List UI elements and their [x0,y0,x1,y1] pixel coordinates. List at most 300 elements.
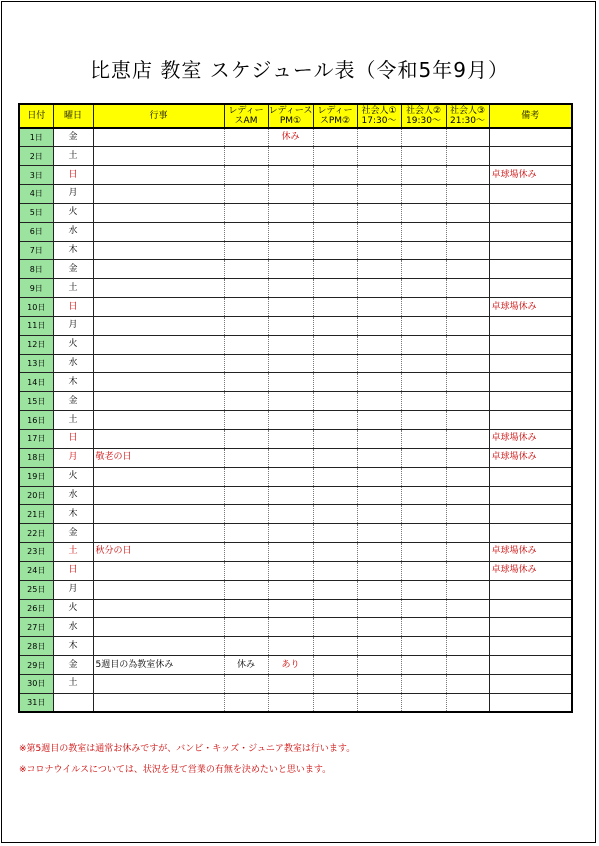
ladies-pm2-cell [313,222,357,241]
ladies-pm2-cell [313,693,357,712]
ladies-am-cell [224,147,268,166]
adult2-cell [401,561,446,580]
adult3-cell [446,203,489,222]
adult2-cell [401,448,446,467]
weekday-cell: 金 [53,656,93,675]
table-row [19,128,572,147]
remarks-cell: 卓球場休み [489,298,572,317]
remarks-cell [489,222,572,241]
day-cell: 4日 [19,185,53,204]
event-cell [93,316,224,335]
adult2-cell [401,279,446,298]
remarks-cell [489,693,572,712]
weekday-cell: 木 [53,373,93,392]
ladies-pm2-cell [313,430,357,449]
weekday-cell: 火 [53,335,93,354]
event-cell [93,147,224,166]
ladies-pm1-cell [268,241,313,260]
remarks-cell [489,185,572,204]
table-row [19,656,572,675]
remarks-cell: 卓球場休み [489,448,572,467]
table-row [19,637,572,656]
ladies-am-cell [224,561,268,580]
weekday-cell: 火 [53,467,93,486]
ladies-am-cell [224,618,268,637]
remarks-cell [489,411,572,430]
ladies-am-cell [224,448,268,467]
day-cell: 25日 [19,580,53,599]
event-cell [93,674,224,693]
ladies-pm2-cell [313,166,357,185]
ladies-am-cell [224,524,268,543]
remarks-cell [489,316,572,335]
ladies-am-cell [224,637,268,656]
adult1-cell [357,392,401,411]
adult2-cell [401,222,446,241]
event-cell [93,335,224,354]
weekday-cell: 水 [53,222,93,241]
event-cell [93,467,224,486]
day-cell: 15日 [19,392,53,411]
adult3-cell [446,279,489,298]
weekday-cell: 土 [53,411,93,430]
schedule-body [19,128,572,712]
table-row [19,693,572,712]
adult2-cell [401,411,446,430]
ladies-am-cell [224,185,268,204]
remarks-cell: 卓球場休み [489,430,572,449]
weekday-cell: 木 [53,241,93,260]
day-cell: 27日 [19,618,53,637]
table-row [19,599,572,618]
adult2-cell [401,203,446,222]
ladies-pm2-cell [313,241,357,260]
adult1-cell [357,524,401,543]
adult1-cell [357,203,401,222]
weekday-cell: 日 [53,430,93,449]
adult3-cell [446,618,489,637]
adult1-cell [357,543,401,562]
table-row [19,561,572,580]
day-cell: 17日 [19,430,53,449]
adult3-cell [446,524,489,543]
event-cell [93,185,224,204]
ladies-pm1-cell [268,430,313,449]
ladies-pm2-cell [313,467,357,486]
adult3-cell [446,580,489,599]
day-cell: 19日 [19,467,53,486]
ladies-pm1-cell [268,392,313,411]
table-row [19,486,572,505]
table-row [19,411,572,430]
ladies-pm2-cell [313,599,357,618]
table-row [19,392,572,411]
day-cell: 12日 [19,335,53,354]
event-cell [93,486,224,505]
remarks-cell: 卓球場休み [489,543,572,562]
adult1-cell [357,599,401,618]
adult3-cell [446,260,489,279]
day-cell: 9日 [19,279,53,298]
table-row [19,147,572,166]
ladies-am-cell [224,430,268,449]
ladies-pm1-cell [268,222,313,241]
ladies-am-cell [224,486,268,505]
header-day: 日付 [19,104,53,128]
ladies-pm1-cell [268,693,313,712]
event-cell [93,580,224,599]
adult3-cell [446,166,489,185]
ladies-pm1-cell [268,505,313,524]
remarks-cell [489,505,572,524]
event-cell [93,618,224,637]
adult2-cell [401,241,446,260]
header-weekday: 曜日 [53,104,93,128]
event-cell [93,203,224,222]
table-header-row [19,104,572,128]
event-cell [93,505,224,524]
adult1-cell [357,505,401,524]
ladies-am-cell [224,411,268,430]
ladies-am-cell [224,166,268,185]
ladies-am-cell [224,674,268,693]
day-cell: 6日 [19,222,53,241]
remarks-cell [489,656,572,675]
ladies-pm2-cell [313,580,357,599]
adult1-cell [357,637,401,656]
adult1-cell [357,656,401,675]
adult3-cell [446,674,489,693]
ladies-am-cell [224,693,268,712]
event-cell [93,279,224,298]
ladies-am-cell [224,580,268,599]
remarks-cell [489,392,572,411]
adult3-cell [446,656,489,675]
ladies-am-cell [224,543,268,562]
ladies-pm1-cell [268,467,313,486]
ladies-am-cell [224,260,268,279]
day-cell: 2日 [19,147,53,166]
adult3-cell [446,430,489,449]
remarks-cell [489,260,572,279]
ladies-pm1-cell [268,448,313,467]
remarks-cell [489,637,572,656]
weekday-cell: 月 [53,580,93,599]
table-row [19,524,572,543]
ladies-am-cell [224,354,268,373]
day-cell: 28日 [19,637,53,656]
ladies-pm1-cell [268,543,313,562]
adult2-cell [401,354,446,373]
adult1-cell [357,373,401,392]
table-row [19,467,572,486]
ladies-pm2-cell [313,505,357,524]
adult2-cell [401,505,446,524]
schedule-table [18,103,573,713]
ladies-pm1-cell [268,618,313,637]
weekday-cell: 土 [53,674,93,693]
event-cell [93,561,224,580]
ladies-pm1-cell [268,316,313,335]
day-cell: 10日 [19,298,53,317]
adult3-cell [446,128,489,147]
ladies-pm2-cell [313,203,357,222]
table-row [19,430,572,449]
ladies-pm2-cell [313,543,357,562]
adult1-cell [357,335,401,354]
weekday-cell: 火 [53,203,93,222]
adult1-cell [357,222,401,241]
ladies-pm2-cell [313,279,357,298]
ladies-pm1-cell [268,674,313,693]
ladies-pm1-cell [268,486,313,505]
ladies-pm2-cell [313,486,357,505]
day-cell: 24日 [19,561,53,580]
ladies-pm1-cell [268,561,313,580]
adult2-cell [401,147,446,166]
ladies-pm2-cell [313,128,357,147]
adult1-cell [357,411,401,430]
ladies-am-cell [224,222,268,241]
weekday-cell: 火 [53,599,93,618]
adult3-cell [446,392,489,411]
ladies-pm1-cell [268,373,313,392]
adult3-cell [446,147,489,166]
adult1-cell [357,241,401,260]
adult2-cell [401,486,446,505]
adult2-cell [401,335,446,354]
remarks-cell [489,354,572,373]
ladies-pm2-cell [313,674,357,693]
adult2-cell [401,674,446,693]
ladies-am-cell [224,203,268,222]
ladies-pm2-cell [313,448,357,467]
adult3-cell [446,411,489,430]
adult1-cell [357,354,401,373]
event-cell: 5週目の為教室休み [93,656,224,675]
weekday-cell: 日 [53,166,93,185]
event-cell [93,392,224,411]
day-cell: 16日 [19,411,53,430]
remarks-cell [489,618,572,637]
ladies-pm2-cell [313,637,357,656]
adult1-cell [357,298,401,317]
adult1-cell [357,430,401,449]
event-cell [93,373,224,392]
day-cell: 7日 [19,241,53,260]
ladies-pm2-cell [313,185,357,204]
weekday-cell: 水 [53,354,93,373]
weekday-cell: 土 [53,147,93,166]
weekday-cell: 木 [53,505,93,524]
event-cell [93,166,224,185]
ladies-pm2-cell [313,392,357,411]
adult1-cell [357,486,401,505]
note-line: ※コロナウイルスについては、状況を見て営業の有無を決めたいと思います。 [19,765,332,775]
ladies-pm1-cell [268,411,313,430]
adult2-cell [401,260,446,279]
adult2-cell [401,467,446,486]
event-cell [93,411,224,430]
ladies-am-cell [224,279,268,298]
event-cell [93,354,224,373]
table-row [19,505,572,524]
ladies-pm1-cell [268,203,313,222]
remarks-cell [489,674,572,693]
weekday-cell: 土 [53,279,93,298]
event-cell [93,599,224,618]
header-ladies-pm1: レディースPM① [268,106,313,126]
ladies-pm1-cell [268,335,313,354]
header-ladies-pm2: レディースPM② [313,104,357,128]
day-cell: 23日 [19,543,53,562]
day-cell: 31日 [19,693,53,712]
adult3-cell [446,561,489,580]
remarks-cell [489,241,572,260]
remarks-cell [489,599,572,618]
remarks-cell: 卓球場休み [489,561,572,580]
weekday-cell: 金 [53,524,93,543]
ladies-pm2-cell [313,316,357,335]
ladies-am-cell [224,128,268,147]
event-cell [93,637,224,656]
header-ladies-am: レディースAM [224,104,268,128]
adult3-cell [446,373,489,392]
weekday-cell: 金 [53,260,93,279]
adult2-cell [401,128,446,147]
table-row [19,260,572,279]
day-cell: 13日 [19,354,53,373]
adult3-cell [446,448,489,467]
event-cell [93,524,224,543]
event-cell: 敬老の日 [93,448,224,467]
weekday-cell [53,693,93,712]
adult3-cell [446,486,489,505]
ladies-pm1-cell [268,599,313,618]
ladies-am-cell: 休み [224,656,268,675]
table-row [19,335,572,354]
adult3-cell [446,185,489,204]
adult1-cell [357,279,401,298]
day-cell: 29日 [19,656,53,675]
ladies-pm1-cell [268,279,313,298]
remarks-cell [489,486,572,505]
adult2-cell [401,693,446,712]
table-row [19,241,572,260]
table-row [19,166,572,185]
adult3-cell [446,543,489,562]
adult2-cell [401,599,446,618]
remarks-cell [489,147,572,166]
adult2-cell [401,166,446,185]
event-cell [93,241,224,260]
header-remarks: 備考 [489,104,572,128]
adult3-cell [446,693,489,712]
ladies-pm1-cell [268,524,313,543]
ladies-am-cell [224,298,268,317]
day-cell: 18日 [19,448,53,467]
adult1-cell [357,693,401,712]
day-cell: 20日 [19,486,53,505]
note-line: ※第5週目の教室は通常お休みですが、バンビ・キッズ・ジュニア教室は行います。 [19,744,356,754]
table-row [19,674,572,693]
day-cell: 1日 [19,128,53,147]
weekday-cell: 月 [53,448,93,467]
ladies-pm2-cell [313,373,357,392]
remarks-cell [489,580,572,599]
ladies-pm1-cell [268,166,313,185]
header-adult2: 社会人② 19:30～ [401,104,446,128]
day-cell: 3日 [19,166,53,185]
adult1-cell [357,166,401,185]
weekday-cell: 金 [53,128,93,147]
weekday-cell: 月 [53,316,93,335]
ladies-am-cell [224,373,268,392]
ladies-pm1-cell [268,354,313,373]
adult3-cell [446,335,489,354]
table-row [19,316,572,335]
adult3-cell [446,298,489,317]
day-cell: 21日 [19,505,53,524]
table-row [19,373,572,392]
ladies-pm2-cell [313,411,357,430]
event-cell [93,128,224,147]
day-cell: 5日 [19,203,53,222]
table-row [19,298,572,317]
table-row [19,203,572,222]
remarks-cell: 卓球場休み [489,166,572,185]
ladies-pm2-cell [313,354,357,373]
adult1-cell [357,128,401,147]
remarks-cell [489,279,572,298]
ladies-pm2-cell [313,298,357,317]
event-cell [93,693,224,712]
adult3-cell [446,467,489,486]
page-title: 比恵店 教室 スケジュール表（令和5年9月） [90,58,509,82]
event-cell: 秋分の日 [93,543,224,562]
weekday-cell: 水 [53,486,93,505]
weekday-cell: 土 [53,543,93,562]
day-cell: 8日 [19,260,53,279]
adult2-cell [401,373,446,392]
weekday-cell: 木 [53,637,93,656]
table-row [19,543,572,562]
adult2-cell [401,656,446,675]
ladies-am-cell [224,505,268,524]
event-cell [93,298,224,317]
ladies-pm1-cell: あり [268,656,313,675]
table-row [19,448,572,467]
ladies-pm1-cell [268,260,313,279]
ladies-am-cell [224,335,268,354]
table-row [19,618,572,637]
adult1-cell [357,316,401,335]
header-event: 行事 [93,104,224,128]
day-cell: 14日 [19,373,53,392]
ladies-pm1-cell: 休み [268,128,313,147]
weekday-cell: 月 [53,185,93,204]
remarks-cell [489,467,572,486]
adult1-cell [357,448,401,467]
adult1-cell [357,618,401,637]
adult1-cell [357,260,401,279]
adult2-cell [401,580,446,599]
adult3-cell [446,316,489,335]
table-row [19,222,572,241]
ladies-pm2-cell [313,260,357,279]
event-cell [93,430,224,449]
ladies-am-cell [224,467,268,486]
